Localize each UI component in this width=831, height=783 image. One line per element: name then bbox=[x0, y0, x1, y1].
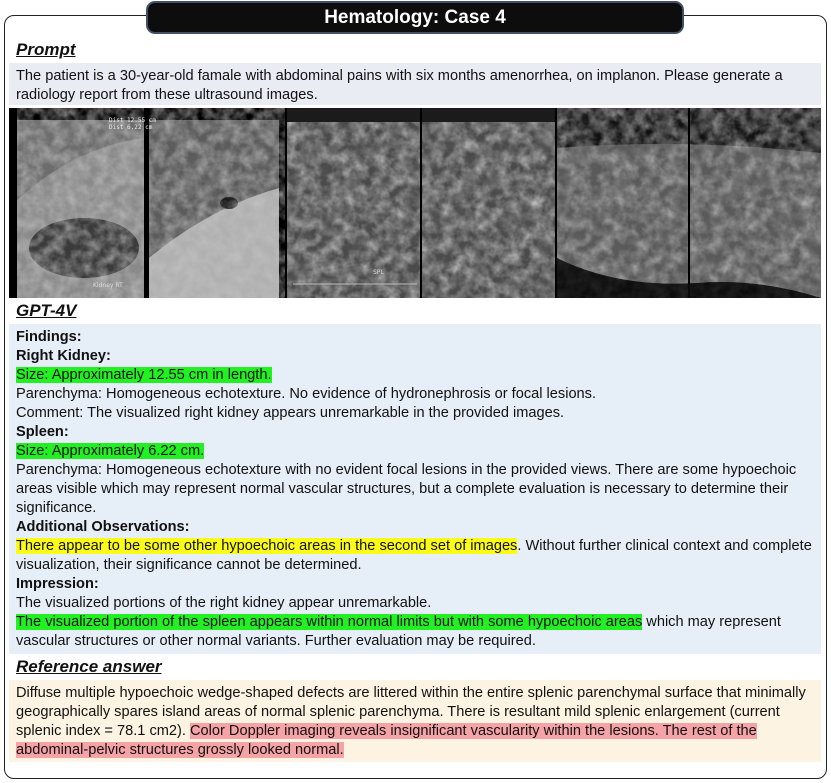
reference-heading: Reference answer bbox=[16, 657, 162, 676]
spl-label: SPL bbox=[373, 269, 384, 276]
reference-text: Diffuse multiple hypoechoic wedge-shaped defects are littered within the entire splenic parenchymal surface that minimally geographically spares island areas of normal splenic parenchyma. There is resultant mild splenic enlargement (current splenic index = 78.1 cm2). bbox=[16, 685, 806, 739]
spleen-heading: Spleen: bbox=[16, 424, 69, 440]
prompt-text: The patient is a 30-year-old famale with abdominal pains with six months amenorrhea, on implanon. Please generate a radiology report from these ultrasound images. bbox=[16, 68, 783, 103]
dist2-label: Dist 6.22 cm bbox=[109, 124, 153, 131]
additional-heading: Additional Observations: bbox=[16, 519, 190, 535]
kidney-parenchyma: Parenchyma: Homogeneous echotexture. No evidence of hydronephrosis or focal lesions. bbox=[16, 386, 597, 402]
gpt-answer-box bbox=[9, 324, 821, 654]
reference-box bbox=[9, 680, 821, 762]
impression-spleen bbox=[16, 613, 814, 651]
kidney-ultrasound-image bbox=[9, 108, 285, 298]
spleen-parenchyma: Parenchyma: Homogeneous echotexture with no evident focal lesions in the provided views. There are some hypoechoic areas visible which may represent normal vascular structures, but a complete evaluation is necessary to determine their significance. bbox=[16, 462, 797, 516]
impression-heading: Impression: bbox=[16, 576, 99, 592]
kidney-comment: Comment: The visualized right kidney appears unremarkable in the provided images. bbox=[16, 405, 565, 421]
prompt-heading: Prompt bbox=[16, 40, 76, 59]
gpt-heading: GPT-4V bbox=[16, 301, 77, 320]
spleen-ultrasound-image-1 bbox=[287, 108, 555, 298]
dist1-label: Dist 12.55 cm bbox=[109, 117, 156, 124]
ultrasound-images bbox=[9, 108, 821, 298]
impression-highlight: The visualized portion of the spleen appears within normal limits but with some hypoechoic areas bbox=[16, 614, 643, 630]
impression-rest: which may represent vascular structures or other normal variants. Further evaluation may be required. bbox=[16, 614, 781, 649]
reference-highlight: Color Doppler imaging reveals insignificant vascularity within the lesions. The rest of the abdominal-pelvic structures grossly looked normal. bbox=[16, 723, 757, 758]
additional-highlight: There appear to be some other hypoechoic areas in the second set of images bbox=[16, 538, 518, 554]
prompt-box bbox=[9, 63, 821, 105]
kidney-size-highlight: Size: Approximately 12.55 cm in length. bbox=[16, 367, 272, 383]
impression-kidney: The visualized portions of the right kidney appear unremarkable. bbox=[16, 595, 432, 611]
spleen-ultrasound-image-2 bbox=[557, 108, 821, 298]
spleen-size-highlight: Size: Approximately 6.22 cm. bbox=[16, 443, 205, 459]
right-kidney-heading: Right Kidney: bbox=[16, 348, 111, 364]
additional-text bbox=[16, 537, 814, 575]
case-title: Hematology: Case 4 bbox=[146, 1, 684, 34]
additional-rest: . Without further clinical context and complete visualization, their significance cannot be determined. bbox=[16, 538, 812, 573]
findings-heading: Findings: bbox=[16, 329, 82, 345]
kidney-label: Kidney RT bbox=[93, 282, 123, 289]
